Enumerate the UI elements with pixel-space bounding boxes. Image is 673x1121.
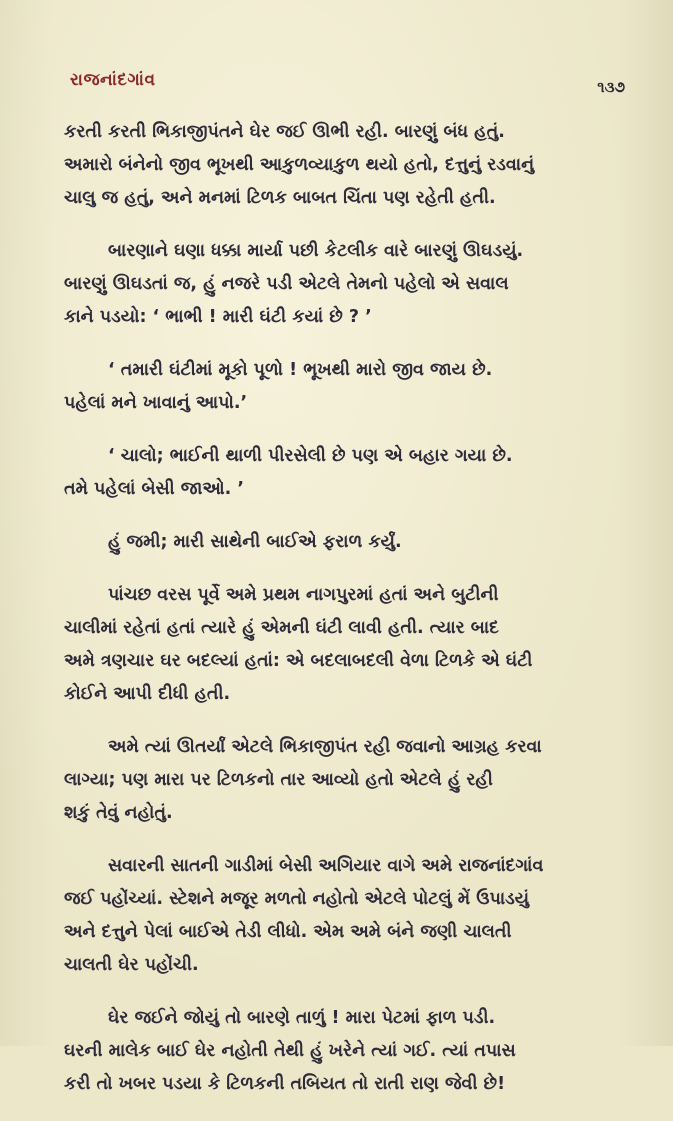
text-line: તમે પહેલાં બેસી જાઓ. ’ xyxy=(64,479,245,499)
paragraph xyxy=(64,731,624,830)
text-line: પહેલાં મને ખાવાનું આપો.’ xyxy=(64,393,248,413)
text-line: ચાલતી ઘેર પહોંચી. xyxy=(64,955,199,975)
body-text xyxy=(64,116,624,1121)
running-head: રાજનાંદગાંવ xyxy=(70,70,156,90)
text-line: કાને પડયો: ‘ ભાભી ! મારી ઘંટી કયાં છે ? ’ xyxy=(64,307,372,327)
page-number: ૧૩૭ xyxy=(597,78,625,96)
paragraph xyxy=(64,526,624,559)
paragraph xyxy=(64,440,624,506)
paragraph xyxy=(64,235,624,334)
text-line: કરી તો ખબર પડયા કે ટિળકની તબિયત તો રાતી રાણ જેવી છે! xyxy=(64,1074,506,1094)
text-line: બારણું ઊઘડતાં જ, હું નજરે પડી એટલે તેમનો પહેલો એ સવાલ xyxy=(64,274,509,294)
text-line: અને દત્તુને પેલાં બાઈએ તેડી લીધો. એમ અમે બંને જણી ચાલતી xyxy=(64,922,512,942)
text-line: ઘરની માલેક બાઈ ઘેર નહોતી તેથી હું ખરેને ત્યાં ગઈ. ત્યાં તપાસ xyxy=(64,1041,516,1061)
text-line: ચાલીમાં રહેતાં હતાં ત્યારે હું એમની ઘંટી લાવી હતી. ત્યાર બાદ xyxy=(64,618,499,638)
text-line: ચાલુ જ હતું, અને મનમાં ટિળક બાબત ચિંતા પણ રહેતી હતી. xyxy=(64,188,496,208)
paragraph xyxy=(64,579,624,711)
paragraph xyxy=(64,354,624,420)
text-line: ‘ તમારી ઘંટીમાં મૂકો પૂળો ! ભૂખથી મારો જીવ જાય છે. xyxy=(108,360,493,380)
paragraph xyxy=(64,850,624,982)
text-line: જઈ પહોંચ્યાં. સ્ટેશને મજૂર મળતો નહોતો એટલે પોટલું મેં ઉપાડયું xyxy=(64,889,530,909)
text-line: કોઈને આપી દીધી હતી. xyxy=(64,684,231,704)
text-line: અમે ત્યાં ઊતર્યાં એટલે ભિકાજીપંત રહી જવાનો આગ્રહ કરવા xyxy=(108,737,542,757)
text-line: સવારની સાતની ગાડીમાં બેસી અગિયાર વાગે અમે રાજનાંદગાંવ xyxy=(108,856,544,876)
text-line: ‘ ચાલો; ભાઈની થાળી પીરસેલી છે પણ એ બહાર ગયા છે. xyxy=(108,446,513,466)
text-line: કરતી કરતી ભિકાજીપંતને ઘેર જઈ ઊભી રહી. બારણું બંધ હતું. xyxy=(64,122,505,142)
page-header xyxy=(70,70,625,100)
paragraph xyxy=(64,1002,624,1101)
paragraph xyxy=(64,116,624,215)
text-line: અમે ત્રણચાર ઘર બદલ્યાં હતાં: એ બદલાબદલી વેળા ટિળકે એ ઘંટી xyxy=(64,651,533,671)
text-line: લાગ્યા; પણ મારા પર ટિળકનો તાર આવ્યો હતો એટલે હું રહી xyxy=(64,770,493,790)
text-line: અમારો બંનેનો જીવ ભૂખથી આકુળવ્યાકુળ થયો હતો, દત્તુનું રડવાનું xyxy=(64,155,535,175)
text-line: ઘેર જઈને જોયું તો બારણે તાળું ! મારા પેટમાં ફાળ પડી. xyxy=(108,1008,496,1028)
text-line: શકું તેવું નહોતું. xyxy=(64,803,173,823)
text-line: હું જમી; મારી સાથેની બાઈએ ફરાળ કર્યું. xyxy=(108,532,402,552)
text-line: પાંચછ વરસ પૂર્વે અમે પ્રથમ નાગપુરમાં હતાં અને બુટીની xyxy=(108,585,499,605)
text-line: બારણાને ઘણા ધક્કા માર્યા પછી કેટલીક વારે બારણું ઊઘડયું. xyxy=(108,241,524,261)
